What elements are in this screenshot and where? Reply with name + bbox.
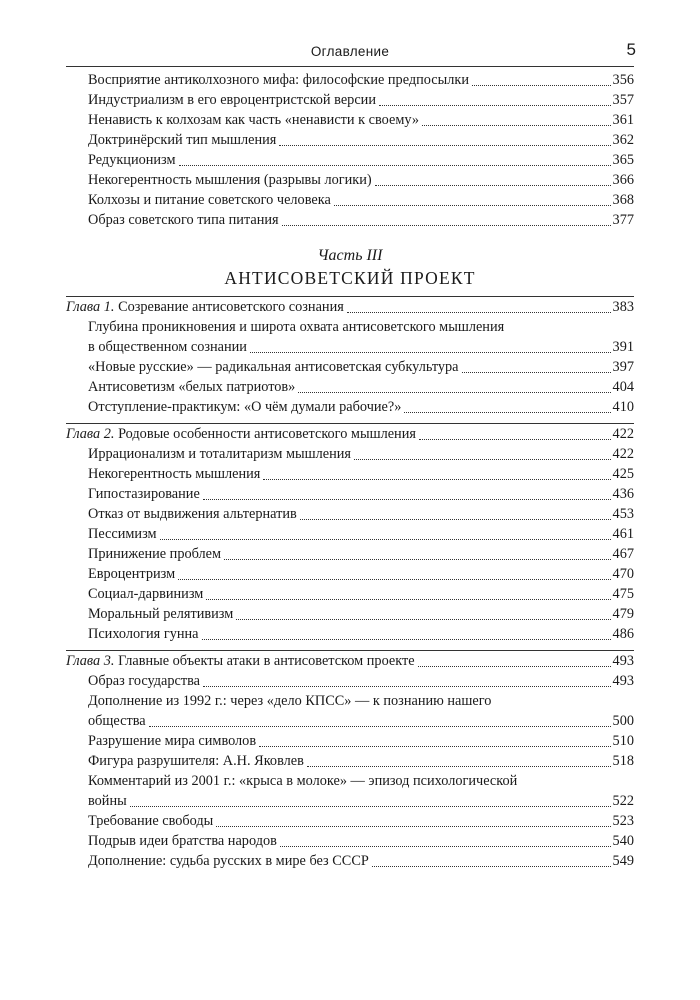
leader-dots [216,826,610,827]
toc-entry[interactable] [66,751,634,771]
toc-entry[interactable] [66,130,634,150]
part-label: Часть III [317,247,383,264]
leader-dots [418,666,611,667]
leader-dots [472,85,611,86]
toc-entry-title: Психология гунна [88,626,199,642]
running-header [66,40,634,67]
leader-dots [282,225,611,226]
toc-entry-title: «Новые русские» — радикальная антисоветская субкультура [88,359,459,375]
leader-dots [462,372,611,373]
part-title: АНТИСОВЕТСКИЙ ПРОЕКТ [224,268,476,288]
toc-entry-page: 479 [612,606,634,622]
toc-entry[interactable] [66,210,634,230]
toc-entry[interactable] [66,150,634,170]
leader-dots [375,185,611,186]
toc-entry-title: Моральный релятивизм [88,606,234,622]
toc-entry-line1[interactable]: Дополнение из 1992 г.: через «дело КПСС» — к познанию нашего [88,693,492,709]
leader-dots [203,499,611,500]
leader-dots [334,205,611,206]
toc-entry-page: 368 [612,192,634,208]
chapter-title: Родовые особенности антисоветского мышления [118,426,416,442]
toc-entry[interactable] [66,564,634,584]
toc-entry-page: 500 [612,713,634,729]
toc-entry[interactable] [66,504,634,524]
toc-entry-page: 522 [612,793,634,809]
toc-entry-title: Ненависть к колхозам как часть «ненависти к своему» [88,112,420,128]
toc-entry-title: Образ советского типа питания [88,212,279,228]
toc-entry-title: Редукционизм [88,152,176,168]
leader-dots [178,579,610,580]
toc-entry[interactable] [66,337,634,357]
toc-entry-page: 510 [612,733,634,749]
toc-entry-title: Фигура разрушителя: А.Н. Яковлев [88,753,304,769]
toc-entry-title: Требование свободы [88,813,214,829]
leader-dots [298,392,610,393]
toc-entry-page: 470 [612,566,634,582]
toc-entry-page: 410 [612,399,634,415]
toc-entry[interactable] [66,731,634,751]
toc-entry[interactable] [66,671,634,691]
toc-entry-page: 397 [612,359,634,375]
toc-entry-title: Подрыв идеи братства народов [88,833,277,849]
leader-dots [379,105,611,106]
toc-entry-page: 377 [612,212,634,228]
leader-dots [149,726,611,727]
toc-entry-title: Колхозы и питание советского человека [88,192,331,208]
chapter-prefix: Глава 1. [66,299,115,315]
toc-entry-page: 486 [612,626,634,642]
toc-entry[interactable] [66,397,634,417]
leader-dots [347,312,611,313]
toc-entry-title: Восприятие антиколхозного мифа: философские предпосылки [88,72,469,88]
leader-dots [419,439,611,440]
toc-entry[interactable] [66,464,634,484]
leader-dots [206,599,610,600]
toc-entry[interactable] [66,190,634,210]
toc-entry-page: 523 [612,813,634,829]
toc-entry[interactable] [66,70,634,90]
table-of-contents [66,70,634,871]
toc-entry[interactable] [66,444,634,464]
leader-dots [300,519,611,520]
toc-entry-title: Пессимизм [88,526,157,542]
toc-entry[interactable] [66,90,634,110]
toc-entry-title: Некогерентность мышления (разрывы логики) [88,172,372,188]
toc-entry-page: 361 [612,112,634,128]
toc-entry-page: 461 [612,526,634,542]
toc-entry-line1[interactable]: Глубина проникновения и широта охвата антисоветского мышления [88,319,505,335]
chapter-page: 422 [612,426,634,442]
toc-entry[interactable] [66,377,634,397]
toc-entry[interactable] [66,544,634,564]
leader-dots [279,145,610,146]
page-number: 5 [626,40,636,59]
toc-entry[interactable] [66,484,634,504]
leader-dots [404,412,610,413]
toc-entry-page: 357 [612,92,634,108]
toc-entry[interactable] [66,524,634,544]
chapter-page: 383 [612,299,634,315]
toc-entry-page: 422 [612,446,634,462]
toc-entry-page: 362 [612,132,634,148]
toc-entry[interactable] [66,851,634,871]
chapter-prefix: Глава 2. [66,426,115,442]
toc-entry-title: Индустриализм в его евроцентристской версии [88,92,376,108]
leader-dots [160,539,611,540]
toc-entry-title: Евроцентризм [88,566,176,582]
toc-entry-page: 365 [612,152,634,168]
leader-dots [280,846,611,847]
leader-dots [203,686,611,687]
toc-entry-page: 493 [612,673,634,689]
toc-entry-title: Некогерентность мышления [88,466,261,482]
leader-dots [263,479,610,480]
toc-entry-page: 549 [612,853,634,869]
toc-entry[interactable] [66,584,634,604]
toc-entry-page: 404 [612,379,634,395]
leader-dots [307,766,611,767]
chapter-page: 493 [612,653,634,669]
toc-entry-title: Принижение проблем [88,546,222,562]
toc-entry[interactable] [66,711,634,731]
toc-entry-page: 425 [612,466,634,482]
leader-dots [354,459,611,460]
toc-entry-title: Доктринёрский тип мышления [88,132,277,148]
toc-entry-title: войны [88,793,127,809]
toc-entry-page: 391 [612,339,634,355]
toc-entry[interactable] [66,604,634,624]
toc-entry-title: Разрушение мира символов [88,733,257,749]
leader-dots [250,352,611,353]
leader-dots [372,866,611,867]
toc-entry-title: Дополнение: судьба русских в мире без СССР [88,853,369,869]
leader-dots [422,125,611,126]
leader-dots [179,165,611,166]
toc-entry-title: общества [88,713,146,729]
leader-dots [130,806,611,807]
toc-entry-page: 356 [612,72,634,88]
chapter-entry[interactable] [66,651,634,671]
toc-entry[interactable] [66,624,634,644]
toc-entry[interactable] [66,831,634,851]
toc-entry-page: 366 [612,172,634,188]
toc-entry-page: 453 [612,506,634,522]
toc-entry-title: Отступление-практикум: «О чём думали рабочие?» [88,399,402,415]
chapter-title: Созревание антисоветского сознания [118,299,344,315]
toc-entry[interactable] [66,791,634,811]
toc-entry-page: 436 [612,486,634,502]
toc-entry[interactable] [66,811,634,831]
leader-dots [224,559,610,560]
toc-entry-page: 467 [612,546,634,562]
running-title: Оглавление [310,44,390,59]
leader-dots [259,746,610,747]
toc-entry[interactable] [66,357,634,377]
toc-entry[interactable] [66,110,634,130]
toc-entry-page: 475 [612,586,634,602]
toc-entry-title: Социал-дарвинизм [88,586,204,602]
toc-entry-title: Отказ от выдвижения альтернатив [88,506,297,522]
toc-entry-page: 518 [612,753,634,769]
leader-dots [236,619,610,620]
toc-entry-title: Гипостазирование [88,486,200,502]
toc-entry-title: Иррационализм и тоталитаризм мышления [88,446,351,462]
chapter-entry[interactable] [66,424,634,444]
toc-entry-title: Образ государства [88,673,201,689]
toc-entry-line1[interactable]: Комментарий из 2001 г.: «крыса в молоке» — эпизод психологической [88,773,518,789]
toc-entry-page: 540 [612,833,634,849]
chapter-prefix: Глава 3. [66,653,115,669]
toc-entry-title: Антисоветизм «белых патриотов» [88,379,296,395]
toc-entry-title: в общественном сознании [88,339,247,355]
chapter-title: Главные объекты атаки в антисоветском проекте [118,653,415,669]
leader-dots [202,639,611,640]
chapter-entry[interactable] [66,297,634,317]
toc-entry[interactable] [66,170,634,190]
